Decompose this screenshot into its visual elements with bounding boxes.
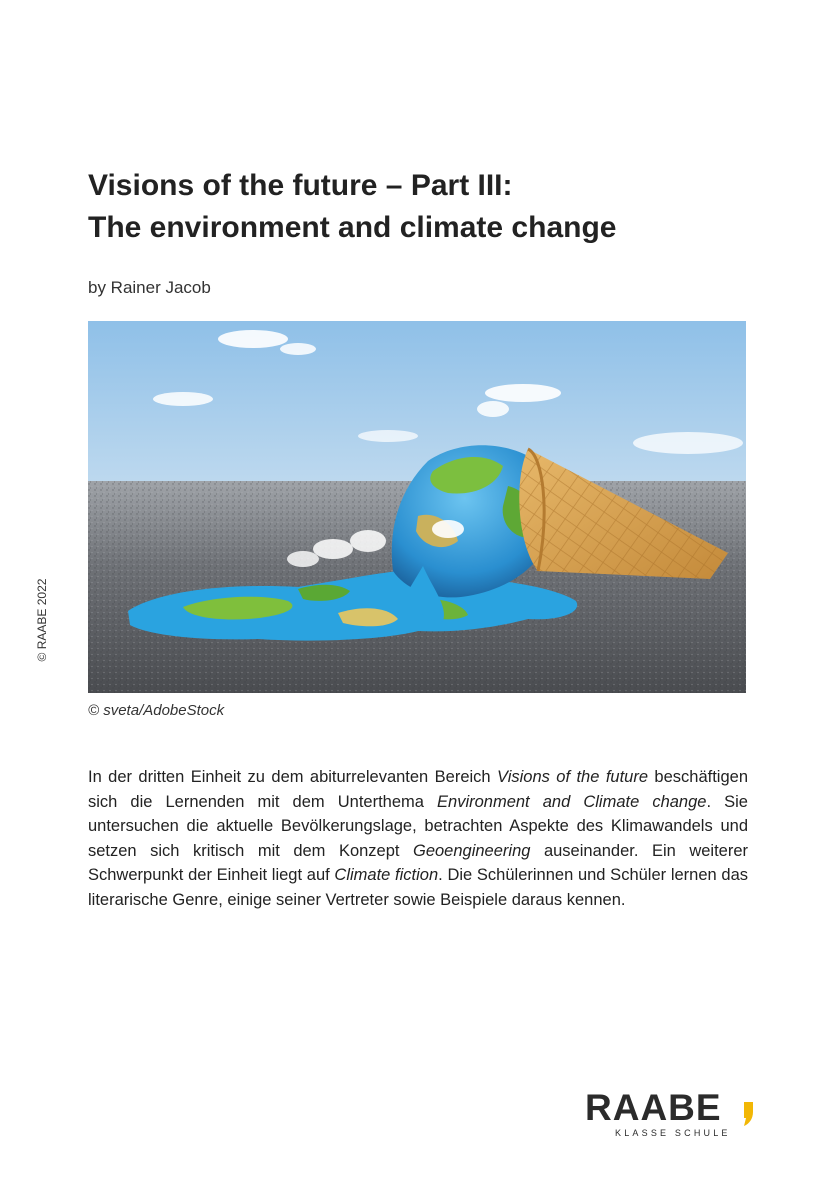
intro-text-2: beschäftigen sich die Lernenden mit dem Unterthema bbox=[88, 768, 748, 811]
image-credit: © sveta/AdobeStock bbox=[88, 702, 225, 719]
intro-text-5: . Die Schülerinnen und Schüler lernen das literarische Genre, einige seiner Vertreter sowie Beispiele daraus kennen. bbox=[88, 866, 749, 909]
intro-text-4: auseinander. Ein weiterer Schwerpunkt der Einheit liegt auf bbox=[88, 841, 749, 884]
title-line-1: Visions of the future – Part III: bbox=[88, 169, 513, 202]
logo-comma-icon bbox=[743, 1102, 754, 1126]
intro-emphasis-4: Climate fiction bbox=[334, 866, 439, 884]
raabe-logo bbox=[585, 1088, 755, 1144]
intro-paragraph bbox=[88, 765, 748, 912]
intro-emphasis-1: Visions of the future bbox=[497, 768, 649, 786]
intro-text-3: . Sie untersuchen die aktuelle Bevölkerungslage, betrachten Aspekte des Klimawandels und setzen sich kritisch mit dem Konzept bbox=[88, 792, 748, 860]
author-byline: by Rainer Jacob bbox=[88, 278, 211, 297]
logo-tagline: KLASSE SCHULE bbox=[615, 1128, 731, 1138]
copyright-notice: © RAABE 2022 bbox=[35, 578, 49, 662]
logo-wordmark: RAABE bbox=[585, 1087, 722, 1128]
title-line-2: The environment and climate change bbox=[88, 211, 617, 244]
document-title bbox=[88, 165, 768, 249]
cover-photo bbox=[88, 321, 746, 693]
intro-text-1: In der dritten Einheit zu dem abiturrelevanten Bereich bbox=[88, 768, 497, 786]
intro-emphasis-2: Environment and Climate change bbox=[437, 792, 707, 811]
intro-emphasis-3: Geoengineering bbox=[413, 841, 531, 860]
